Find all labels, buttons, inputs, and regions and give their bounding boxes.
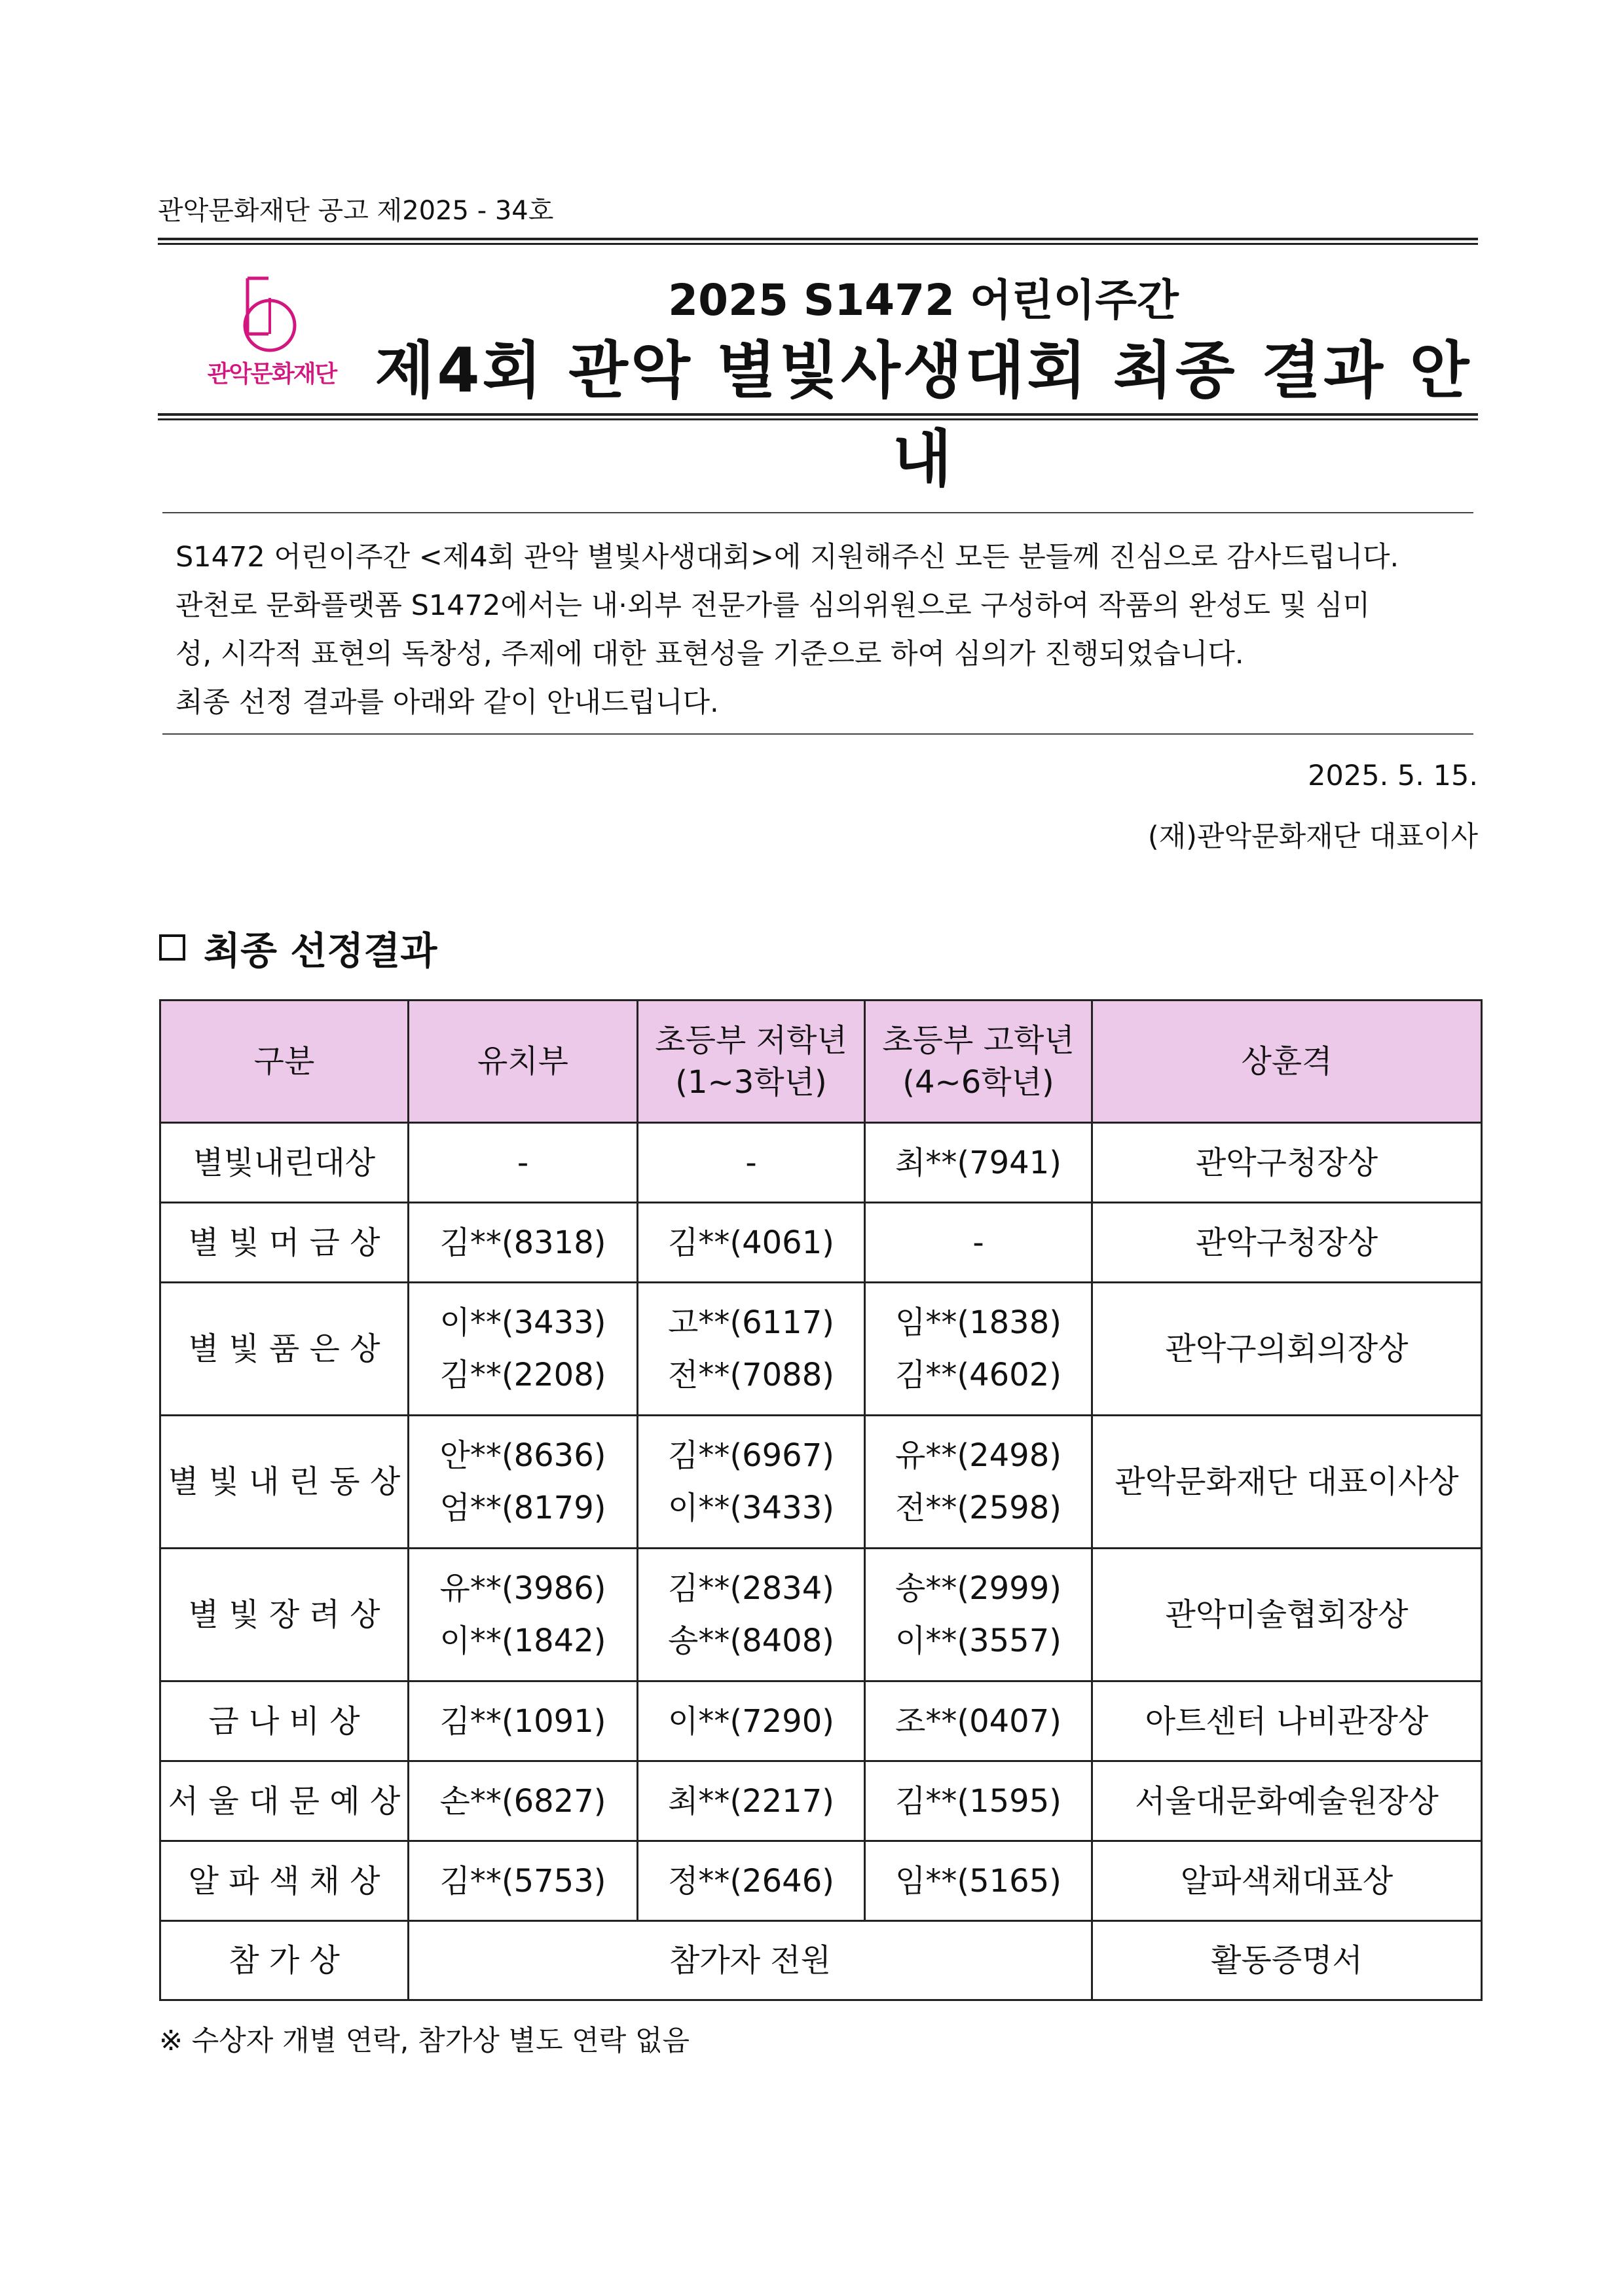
upper-grade-winners [865, 1123, 1092, 1203]
lower-grade-winners [638, 1203, 865, 1283]
intro-box [162, 512, 1473, 735]
winner: 김**(2834) [668, 1570, 834, 1607]
lower-grade-winners [638, 1283, 865, 1416]
table-row [160, 1761, 1482, 1841]
kindergarten-winners [409, 1123, 638, 1203]
prize-name: 관악구의회의장상 [1092, 1283, 1482, 1416]
lower-grade-winners [638, 1123, 865, 1203]
logo-mark-icon [196, 272, 347, 357]
intro-line: 최종 선정 결과를 아래와 같이 안내드립니다. [175, 686, 719, 719]
lower-grade-winners [638, 1841, 865, 1921]
header-lower-grades: 초등부 저학년 (1~3학년) [638, 1001, 865, 1123]
upper-grade-winners [865, 1841, 1092, 1921]
divider [158, 238, 1478, 245]
winner: 유**(2498) [895, 1437, 1061, 1474]
kindergarten-winners [409, 1549, 638, 1681]
winner: 이**(3433) [439, 1304, 606, 1341]
notice-date: 2025. 5. 15. [1308, 760, 1478, 792]
winner: 김**(4061) [668, 1224, 834, 1261]
winner: 김**(6967) [668, 1437, 834, 1474]
foundation-logo [196, 272, 347, 390]
upper-grade-winners [865, 1549, 1092, 1681]
winner: 임**(1838) [895, 1304, 1061, 1341]
upper-grade-winners [865, 1416, 1092, 1549]
winner: 이**(1842) [439, 1623, 606, 1659]
table-row [160, 1283, 1482, 1416]
kindergarten-winners [409, 1283, 638, 1416]
prize-name: 관악미술협회장상 [1092, 1549, 1482, 1681]
lower-grade-winners [638, 1761, 865, 1841]
prize-name: 활동증명서 [1092, 1921, 1482, 2000]
award-name: 알 파 색 채 상 [160, 1841, 409, 1921]
winner: 임**(5165) [895, 1862, 1061, 1900]
winner: 최**(2217) [668, 1782, 834, 1820]
lower-grade-winners [638, 1681, 865, 1761]
winner: 손**(6827) [439, 1782, 606, 1820]
winner: 김**(1091) [439, 1702, 606, 1740]
kindergarten-winners [409, 1416, 638, 1549]
winner: 김**(2208) [439, 1357, 606, 1393]
header-upper-grades: 초등부 고학년 (4~6학년) [865, 1001, 1092, 1123]
award-name: 별빛내린대상 [160, 1123, 409, 1203]
prize-name: 아트센터 나비관장상 [1092, 1681, 1482, 1761]
winner: - [517, 1144, 529, 1181]
header-kindergarten: 유치부 [409, 1001, 638, 1123]
results-table [159, 999, 1483, 2001]
winner: 김**(8318) [439, 1224, 606, 1261]
header-prize: 상훈격 [1092, 1001, 1482, 1123]
intro-line: 성, 시각적 표현의 독창성, 주제에 대한 표현성을 기준으로 하여 심의가 진행되었습니다. [175, 638, 1244, 670]
logo-text: 관악문화재단 [207, 361, 337, 388]
table-row [160, 1123, 1482, 1203]
divider [158, 413, 1478, 420]
winner: 엄**(8179) [439, 1490, 606, 1526]
winner: - [972, 1224, 984, 1261]
section-heading [159, 920, 437, 975]
all-participants: 참가자 전원 [409, 1921, 1092, 2000]
winner: 이**(3433) [668, 1490, 834, 1526]
winner: 김**(1595) [895, 1782, 1061, 1820]
winner: 이**(7290) [668, 1702, 834, 1740]
award-name: 별 빛 머 금 상 [160, 1203, 409, 1283]
award-name: 별 빛 장 려 상 [160, 1549, 409, 1681]
winner: 유**(3986) [439, 1570, 606, 1607]
winner: 김**(5753) [439, 1862, 606, 1900]
table-row [160, 1203, 1482, 1283]
upper-grade-winners [865, 1203, 1092, 1283]
winner: - [745, 1144, 757, 1181]
winner: 고**(6117) [668, 1304, 834, 1341]
winner: 정**(2646) [668, 1862, 834, 1900]
upper-grade-winners [865, 1681, 1092, 1761]
upper-grade-winners [865, 1283, 1092, 1416]
lower-grade-winners [638, 1549, 865, 1681]
intro-line: S1472 어린이주간 <제4회 관악 별빛사생대회>에 지원해주신 모든 분들께 진심으로 감사드립니다. [175, 541, 1399, 574]
upper-grade-winners [865, 1761, 1092, 1841]
footnote: ※ 수상자 개별 연락, 참가상 별도 연락 없음 [159, 2025, 690, 2057]
page-title: 제4회 관악 별빛사생대회 최종 결과 안내 [375, 335, 1472, 495]
award-name: 별 빛 품 은 상 [160, 1283, 409, 1416]
table-row [160, 1681, 1482, 1761]
table-header-row [160, 1001, 1482, 1123]
winner: 이**(3557) [895, 1623, 1061, 1659]
winner: 최**(7941) [895, 1144, 1061, 1181]
award-name: 별 빛 내 린 동 상 [160, 1416, 409, 1549]
notice-number: 관악문화재단 공고 제2025 - 34호 [158, 196, 554, 226]
winner: 송**(8408) [668, 1623, 834, 1659]
prize-name: 관악구청장상 [1092, 1123, 1482, 1203]
winner: 전**(2598) [895, 1490, 1061, 1526]
intro-paragraph [175, 533, 1460, 727]
lower-grade-winners [638, 1416, 865, 1549]
kindergarten-winners [409, 1203, 638, 1283]
checkbox-square-icon [159, 934, 185, 961]
table-row [160, 1416, 1482, 1549]
kindergarten-winners [409, 1761, 638, 1841]
award-name: 서 울 대 문 예 상 [160, 1761, 409, 1841]
prize-name: 서울대문화예술원장상 [1092, 1761, 1482, 1841]
kindergarten-winners [409, 1681, 638, 1761]
winner: 전**(7088) [668, 1357, 834, 1393]
table-row [160, 1549, 1482, 1681]
prize-name: 관악구청장상 [1092, 1203, 1482, 1283]
award-name: 금 나 비 상 [160, 1681, 409, 1761]
winner: 송**(2999) [895, 1570, 1061, 1607]
winner: 조**(0407) [895, 1702, 1061, 1740]
kindergarten-winners [409, 1841, 638, 1921]
intro-line: 관천로 문화플랫폼 S1472에서는 내·외부 전문가를 심의위원으로 구성하여 작품의 완성도 및 심미 [175, 589, 1370, 622]
award-name: 참 가 상 [160, 1921, 409, 2000]
table-row [160, 1921, 1482, 2000]
header-category: 구분 [160, 1001, 409, 1123]
table-row [160, 1841, 1482, 1921]
winner: 김**(4602) [895, 1357, 1061, 1393]
winner: 안**(8636) [439, 1437, 606, 1474]
prize-name: 알파색채대표상 [1092, 1841, 1482, 1921]
title-line1: 2025 S1472 어린이주간 [668, 275, 1179, 325]
signature: (재)관악문화재단 대표이사 [1147, 820, 1478, 853]
prize-name: 관악문화재단 대표이사상 [1092, 1416, 1482, 1549]
section-title: 최종 선정결과 [204, 928, 437, 973]
